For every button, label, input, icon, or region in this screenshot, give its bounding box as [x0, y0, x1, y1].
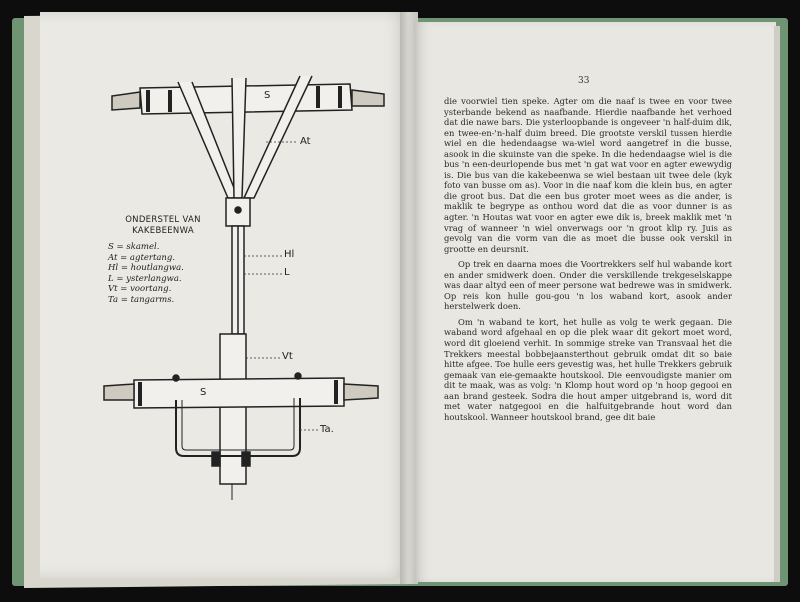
top-axle-left-end	[112, 92, 140, 110]
label-hl: Hl	[284, 249, 295, 260]
legend-item: L = ysterlangwa.	[108, 273, 182, 284]
bottom-axle-right-end	[344, 384, 378, 400]
legend-item: Vt = voortang.	[108, 284, 172, 295]
label-vt: Vt	[282, 351, 293, 362]
legend-item: Hl = houtlangwa.	[108, 263, 184, 274]
label-s-top: S	[264, 90, 271, 101]
legend-item: S = skamel.	[108, 242, 160, 252]
legend-item: At = agtertang.	[108, 252, 176, 263]
label-ta: Ta.	[320, 424, 334, 435]
agtertang-middle	[232, 78, 246, 198]
label-at: At	[300, 136, 311, 147]
bottom-axle-left-end	[104, 384, 134, 400]
bottom-skamel	[134, 378, 344, 408]
top-axle-right-end	[352, 90, 384, 106]
label-s-bottom: S	[200, 387, 207, 398]
page-number: 33	[578, 76, 590, 86]
paragraph: die voorwiel tien speke. Agter om die naaf is twee en voor twee ysterbande bekend as naafbande. Hierdie naafbande het verhoed dat die nawe bars. Die ysterloopbande is ongeveer 'n half-duim dik, en twee-en-'n-half duim breed. Die grootste verskil tussen hierdie wiel en die hedendaagse wa-wiel word aangetref in die busse, asook in die skuinste van die speke. In die hedendaagse wiel is die bus 'n een-deurlopende bus met 'n gat wat voor en agter ewewydig is. Die bus van die kakebeenwa se wiel bestaan uit twee dele (kyk foto van busse om as). Voor in die naaf kom die klein bus, en agter die groot bus. Dat die een bus groter moet wees as die ander, is maklik te begrype as onthou word dat die as voor dunner is as agter. 'n Houtas wat voor en agter ewe dik is, breek maklik met 'n vrag of wanneer 'n wiel onverwags oor 'n groot klip ry. Juis as gevolg van die vorm van die as moet die busse ook verskil in grootte en deursnit.	[444, 96, 732, 254]
paragraph: Om 'n waband te kort, het hulle as volg te werk gegaan. Die waband word afgehaal en op die plek waar dit gekort moet word, word dit gloeiend verhit. In sommige streke van Transvaal het die Trekkers meestal bobbejaansterthout gebruik omdat dit so baie hitte afgee. Toe hulle eers gevestig was, het hulle Trekkers gebruik gemaak van eie-gemaakte houtskool. Die eenvoudigste manier om dit te maak, was as volg: 'n Klomp hout word op 'n hoop gegooi en aan brand gesteek. Sodra die hout amper uitgebrand is, word dit met water natgegooi en die halfuitgebrande hout word dan houtskool. Wanneer houtskool brand, gee dit baie	[444, 316, 732, 422]
legend-title: ONDERSTEL VAN KAKEBEENWA	[125, 215, 201, 236]
legend-item: Ta = tangarms.	[108, 294, 175, 305]
figure-legend	[108, 215, 218, 306]
paragraph: Op trek en daarna moes die Voortrekkers self hul wabande kort en ander smidwerk doen. Onder die verskillende trekgeselskappe was daar altyd een of meer persone wat bedrewe was in smidwerk. Op reis kon hulle gou-gou 'n los waband kort, asook ander herstelwerk doen.	[444, 259, 732, 312]
label-l: L	[284, 267, 290, 278]
body-text	[444, 96, 732, 427]
